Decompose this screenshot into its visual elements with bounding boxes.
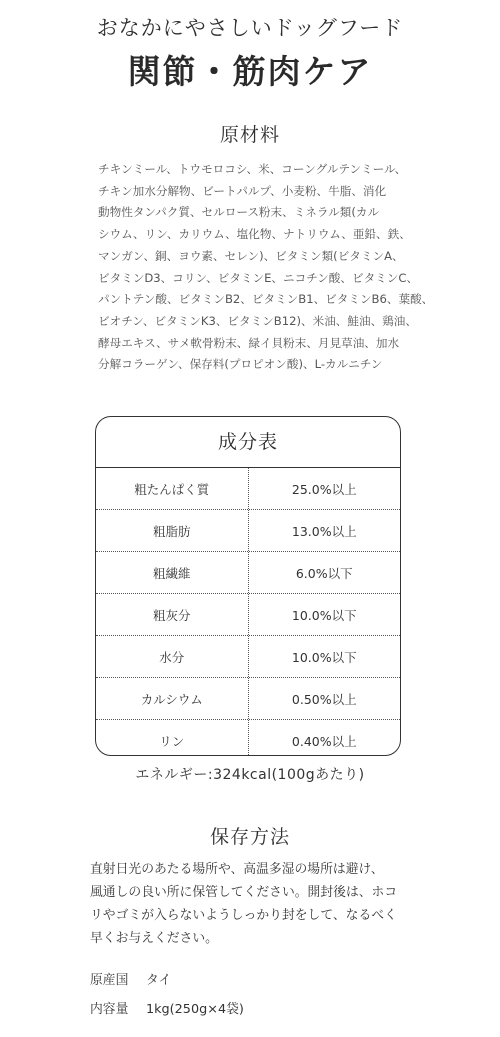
table-row	[96, 510, 400, 552]
nutrient-name: 粗灰分	[96, 594, 249, 635]
storage-line: リやゴミが入らないようしっかり封をして、なるべく	[90, 908, 397, 923]
content-row	[90, 998, 244, 1017]
table-row	[96, 552, 400, 594]
ingredients-line: 動物性タンパク質、セルロース粉末、ミネラル類(カル	[98, 205, 380, 220]
storage-heading: 保存方法	[209, 826, 290, 848]
nutrient-name: 粗繊維	[96, 552, 249, 593]
ingredients-line: 分解コラーゲン、保存料(プロピオン酸)、L-カルニチン	[98, 357, 383, 372]
nutrient-name: リン	[96, 720, 249, 756]
origin-label: 原産国	[90, 973, 129, 988]
nutrient-value: 25.0%以上	[291, 481, 357, 497]
table-row	[96, 636, 400, 678]
nutrient-value: 6.0%以下	[295, 565, 353, 581]
ingredients-text	[98, 159, 434, 376]
storage-line: 直射日光のあたる場所や、高温多湿の場所は避け、	[90, 862, 384, 877]
table-row	[96, 594, 400, 636]
ingredients-line: ビオチン、ビタミンK3、ビタミンB12)、米油、鮭油、鶏油、	[98, 313, 417, 328]
analysis-table	[95, 416, 401, 756]
nutrient-name: 粗たんぱく質	[96, 468, 249, 509]
table-row	[96, 678, 400, 720]
storage-line: 早くお与えください。	[90, 931, 218, 946]
storage-line: 風通しの良い所に保管してください。開封後は、ホコ	[90, 885, 398, 900]
product-subtitle: おなかにやさしいドッグフード	[96, 16, 404, 40]
nutrient-value: 0.50%以上	[291, 691, 357, 707]
analysis-table-title: 成分表	[96, 417, 400, 468]
origin-row	[90, 969, 171, 988]
ingredients-line: チキン加水分解物、ビートパルプ、小麦粉、牛脂、消化	[98, 183, 387, 198]
table-row	[96, 720, 400, 756]
ingredients-line: シウム、リン、カリウム、塩化物、ナトリウム、亜鉛、鉄、	[98, 227, 411, 242]
origin-value: タイ	[146, 973, 172, 988]
nutrient-value: 10.0%以下	[291, 649, 357, 665]
storage-text	[90, 858, 420, 950]
nutrient-name: カルシウム	[96, 678, 249, 719]
nutrient-value: 13.0%以上	[291, 523, 357, 539]
ingredients-line: 酵母エキス、サメ軟骨粉末、緑イ貝粉末、月見草油、加水	[98, 335, 400, 350]
product-title: 関節・筋肉ケア	[127, 52, 373, 91]
nutrient-name: 粗脂肪	[96, 510, 249, 551]
ingredients-heading: 原材料	[219, 124, 280, 146]
table-row	[96, 468, 400, 510]
ingredients-line: パントテン酸、ビタミンB2、ビタミンB1、ビタミンB6、葉酸、	[98, 292, 434, 307]
energy-info: エネルギー:324kcal(100gあたり)	[135, 767, 365, 783]
ingredients-line: マンガン、銅、ヨウ素、セレン)、ビタミン類(ビタミンA、	[98, 248, 404, 263]
content-value: 1kg(250g×4袋)	[146, 1002, 244, 1017]
ingredients-line: ビタミンD3、コリン、ビタミンE、ニコチン酸、ビタミンC、	[98, 270, 419, 285]
ingredients-line: チキンミール、トウモロコシ、米、コーングルテンミール、	[98, 162, 407, 176]
nutrient-name: 水分	[96, 636, 249, 677]
content-label: 内容量	[90, 1002, 129, 1017]
nutrient-value: 10.0%以下	[291, 607, 357, 623]
nutrient-value: 0.40%以上	[291, 733, 357, 749]
